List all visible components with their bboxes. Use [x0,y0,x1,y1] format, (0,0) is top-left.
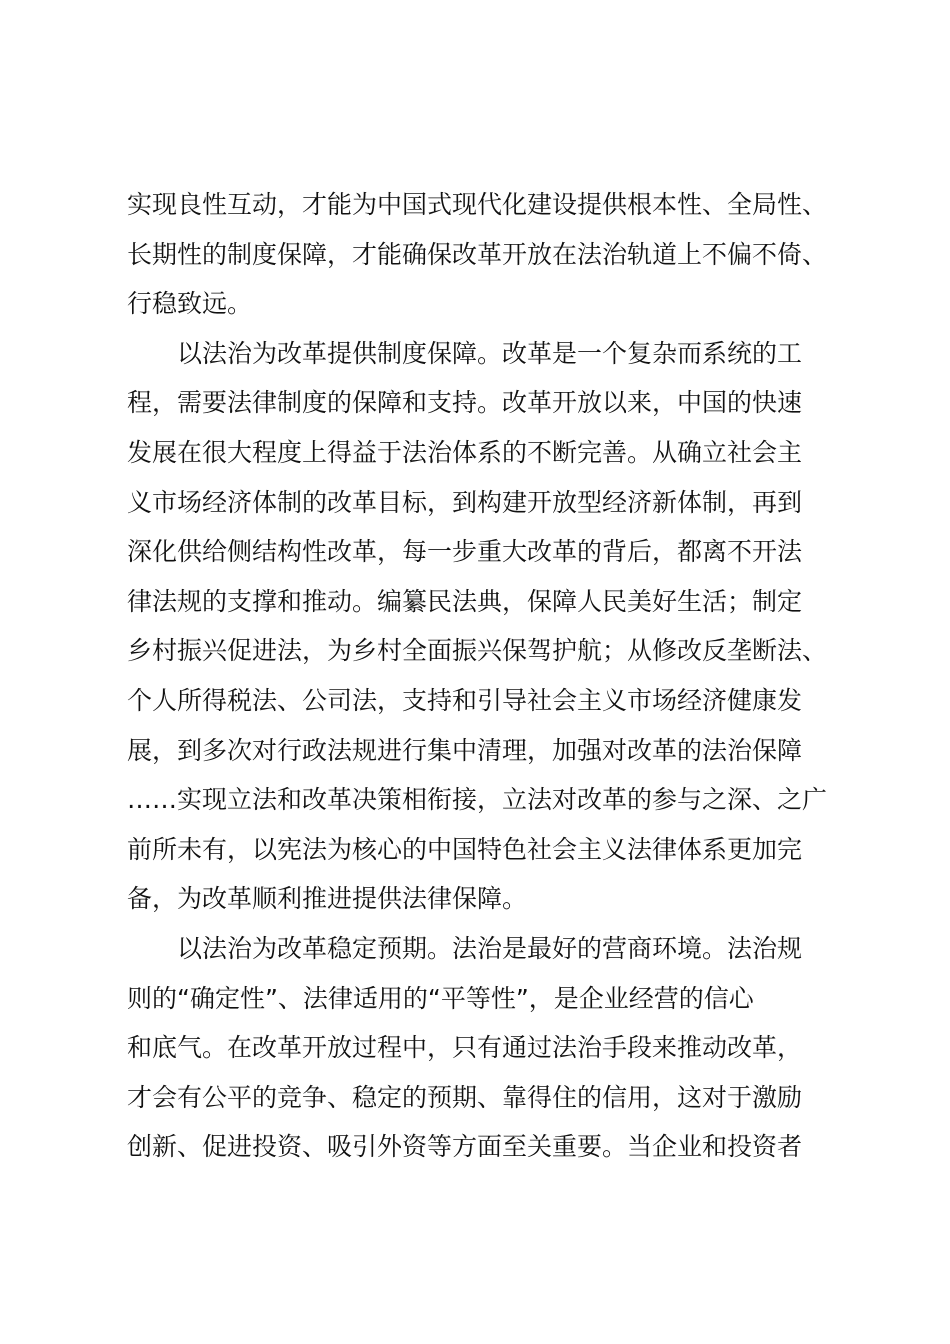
text-line: ……实现立法和改革决策相衔接，立法对改革的参与之深、之广 [127,785,828,815]
text-line: 和底气。在改革开放过程中，只有通过法治手段来推动改革， [127,1033,803,1063]
text-line: 备，为改革顺利推进提供法律保障。 [127,884,528,914]
paragraph-start-line: 以法治为改革提供制度保障。改革是一个复杂而系统的工 [177,338,803,368]
body-text [127,180,847,1172]
paragraph-start-line: 以法治为改革稳定预期。法治是最好的营商环境。法治规 [177,933,803,963]
text-line: 实现良性互动，才能为中国式现代化建设提供根本性、全局性、 [127,190,828,219]
text-line: 义市场经济体制的改革目标，到构建开放型经济新体制，再到 [127,487,803,517]
text-line: 才会有公平的竞争、稳定的预期、靠得住的信用，这对于激励 [127,1082,803,1112]
text-line: 乡村振兴促进法，为乡村全面振兴保驾护航；从修改反垄断法、 [127,636,828,666]
text-line: 律法规的支撑和推动。编纂民法典，保障人民美好生活；制定 [127,586,803,616]
text-line: 行稳致远。 [127,289,253,319]
text-line: 长期性的制度保障，才能确保改革开放在法治轨道上不偏不倚、 [127,239,828,269]
text-line: 展，到多次对行政法规进行集中清理，加强对改革的法治保障 [127,735,803,765]
text-line: 个人所得税法、公司法，支持和引导社会主义市场经济健康发 [127,685,803,715]
text-line: 则的“确定性”、法律适用的“平等性”，是企业经营的信心 [127,983,754,1013]
text-line: 深化供给侧结构性改革，每一步重大改革的背后，都离不开法 [127,537,803,567]
text-line: 发展在很大程度上得益于法治体系的不断完善。从确立社会主 [127,437,803,467]
text-line: 程，需要法律制度的保障和支持。改革开放以来，中国的快速 [127,388,803,418]
text-line: 创新、促进投资、吸引外资等方面至关重要。当企业和投资者 [127,1132,803,1162]
text-line: 前所未有，以宪法为核心的中国特色社会主义法律体系更加完 [127,834,803,864]
